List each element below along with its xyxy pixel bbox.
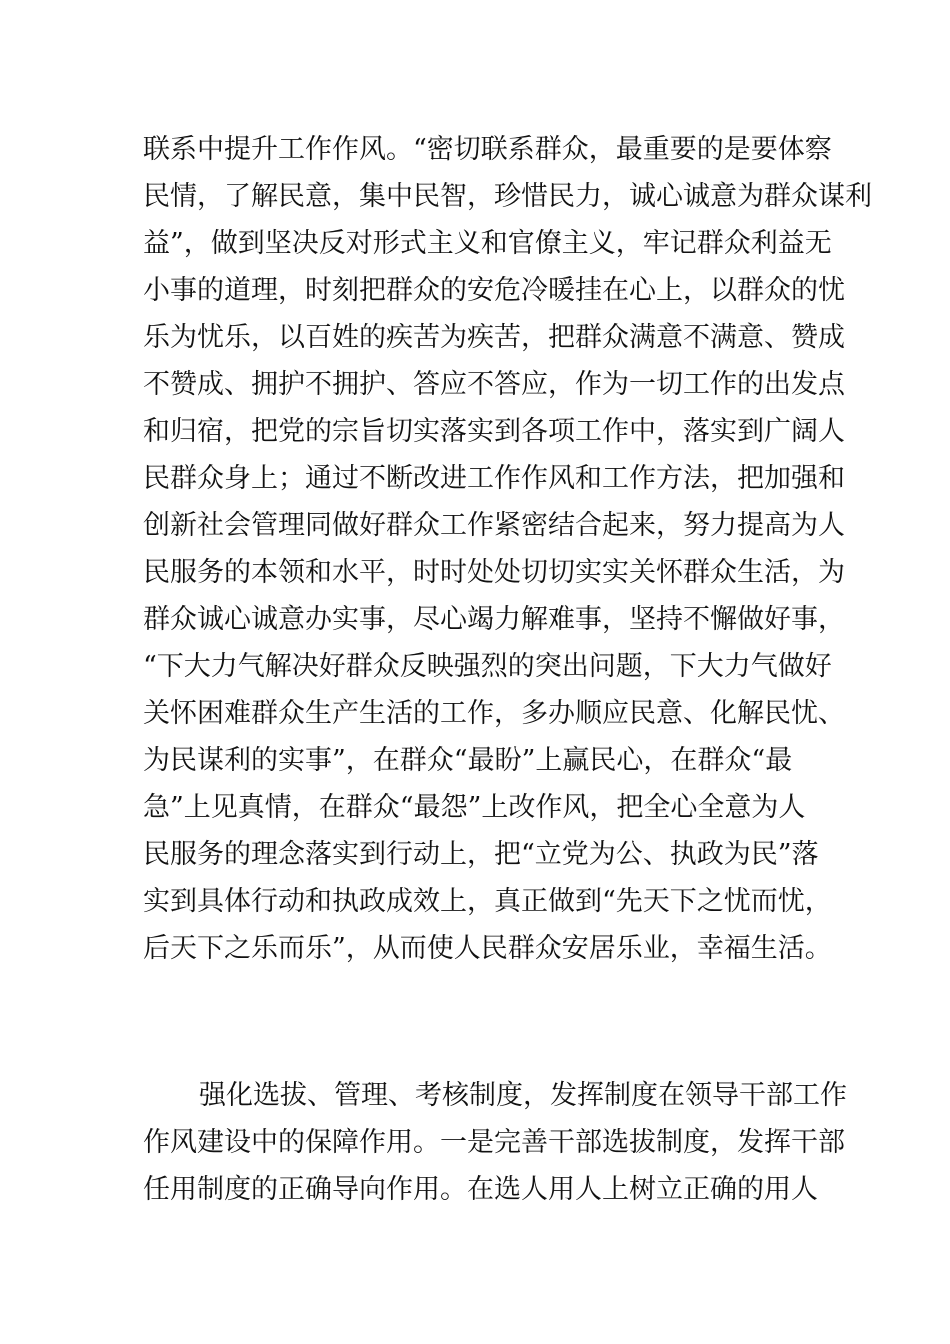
text-line: 民服务的理念落实到行动上，把“立党为公、执政为民”落: [143, 839, 819, 870]
text-line: 民情，了解民意，集中民智，珍惜民力，诚心诚意为群众谋利: [143, 181, 872, 212]
text-line: 作风建设中的保障作用。一是完善干部选拔制度，发挥干部: [143, 1127, 845, 1158]
text-line: 益”，做到坚决反对形式主义和官僚主义，牢记群众利益无: [143, 228, 832, 259]
text-line: 小事的道理，时刻把群众的安危冷暖挂在心上，以群众的忧: [143, 275, 845, 306]
text-line: 乐为忧乐，以百姓的疾苦为疾苦，把群众满意不满意、赞成: [143, 322, 845, 353]
text-line: 急”上见真情，在群众“最怨”上改作风，把全心全意为人: [143, 792, 806, 823]
text-line: 民服务的本领和水平，时时处处切切实实关怀群众生活，为: [143, 557, 845, 588]
text-line: 强化选拔、管理、考核制度，发挥制度在领导干部工作: [199, 1080, 847, 1111]
text-line: 为民谋利的实事”，在群众“最盼”上赢民心，在群众“最: [143, 745, 793, 776]
text-line: 任用制度的正确导向作用。在选人用人上树立正确的用人: [143, 1174, 818, 1205]
text-line: 关怀困难群众生产生活的工作，多办顺应民意、化解民忧、: [143, 698, 845, 729]
text-line: 群众诚心诚意办实事，尽心竭力解难事，坚持不懈做好事，: [143, 604, 845, 635]
text-line: 创新社会管理同做好群众工作紧密结合起来，努力提高为人: [143, 510, 845, 541]
text-line: 后天下之乐而乐”，从而使人民群众安居乐业，幸福生活。: [143, 933, 832, 964]
text-line: 实到具体行动和执政成效上，真正做到“先天下之忧而忧，: [143, 886, 832, 917]
text-line: 民群众身上；通过不断改进工作作风和工作方法，把加强和: [143, 463, 845, 494]
text-line: 和归宿，把党的宗旨切实落实到各项工作中，落实到广阔人: [143, 416, 845, 447]
text-line: “下大力气解决好群众反映强烈的突出问题，下大力气做好: [143, 651, 832, 682]
text-line: 不赞成、拥护不拥护、答应不答应，作为一切工作的出发点: [143, 369, 845, 400]
text-line: 联系中提升工作作风。“密切联系群众，最重要的是要体察: [143, 134, 832, 165]
